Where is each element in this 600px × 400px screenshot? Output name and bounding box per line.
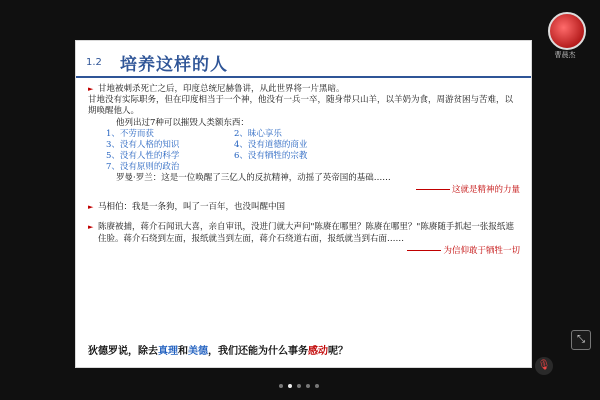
spirit-power-note: 这就是精神的力量 (88, 185, 520, 196)
slide-section-number: 1.2 (86, 57, 102, 68)
highlight-virtue: 美德 (188, 346, 208, 357)
slide-content (88, 84, 520, 257)
page-dot[interactable] (315, 384, 319, 388)
list-item: 2、昧心享乐 (234, 128, 282, 139)
page-dot[interactable] (306, 384, 310, 388)
page-dot[interactable] (297, 384, 301, 388)
paragraph-text: 甘地被刺杀死亡之后，印度总统尼赫鲁讲，从此世界将一片黑暗。 (98, 84, 345, 94)
bullet-icon: ► (88, 85, 94, 93)
page-indicator (279, 384, 319, 388)
sacrifice-note: 为信仰敢于牺牲一切 (88, 246, 520, 257)
exit-fullscreen-icon[interactable]: ⤡ (571, 330, 591, 350)
mic-muted-icon[interactable]: 🎙 (535, 357, 553, 375)
paragraph-gandhi (88, 84, 520, 95)
highlight-truth: 真理 (158, 346, 178, 357)
presentation-slide (75, 40, 532, 368)
paragraph-romain-rolland: 罗曼·罗兰：这是一位唤醒了三亿人的反抗精神，动摇了英帝国的基础…… (116, 172, 391, 183)
bullet-icon: ► (88, 203, 94, 212)
participant-avatar[interactable] (548, 12, 586, 50)
paragraph-gandhi-detail: 甘地没有实际职务，但在印度相当于一个神，他没有一兵一卒，随身带只山羊，以羊奶为食，周游贫困与苦难，以期唤醒他人。 (88, 95, 514, 117)
page-dot-active[interactable] (288, 384, 292, 388)
paragraph-ma-xiangbo (88, 202, 520, 213)
sins-list (88, 129, 520, 173)
dash-line (416, 189, 450, 190)
page-dot[interactable] (279, 384, 283, 388)
list-item: 7、没有原则的政治 (106, 161, 180, 172)
paragraph-chen-geng (88, 222, 520, 244)
bullet-icon: ► (88, 223, 94, 232)
paragraph-sins-intro: 他列出过7种可以摧毁人类额东西： (116, 117, 249, 128)
paragraph-text: 马相伯：我是一条狗，叫了一百年，也没叫醒中国 (98, 202, 286, 213)
paragraph-text: 陈赓被捕，蒋介石闻讯大喜，亲自审讯，没进门就大声问"陈赓在哪里？陈赓在哪里？"陈赓随手抓起一张报纸遮住脸。蒋介石绕到左面，报纸就当到左面，蒋介石绕道右面，报纸就当到右面…… (98, 222, 514, 244)
slide-title: 培养这样的人 (120, 55, 228, 75)
dash-line (407, 250, 441, 251)
list-item: 5、没有人性的科学 (106, 150, 180, 161)
list-item: 3、没有人格的知识 (106, 139, 180, 150)
highlight-moved: 感动 (308, 346, 328, 357)
title-divider (76, 76, 531, 78)
participant-name: 曹晨杰 (554, 51, 576, 59)
list-item: 4、没有道德的商业 (234, 139, 308, 150)
slide-footer-quote: 狄德罗说，除去真理和美德，我们还能为什么事务感动呢？ (88, 346, 348, 357)
list-item: 1、不劳而获 (106, 128, 154, 139)
list-item: 6、没有牺牲的宗教 (234, 150, 308, 161)
